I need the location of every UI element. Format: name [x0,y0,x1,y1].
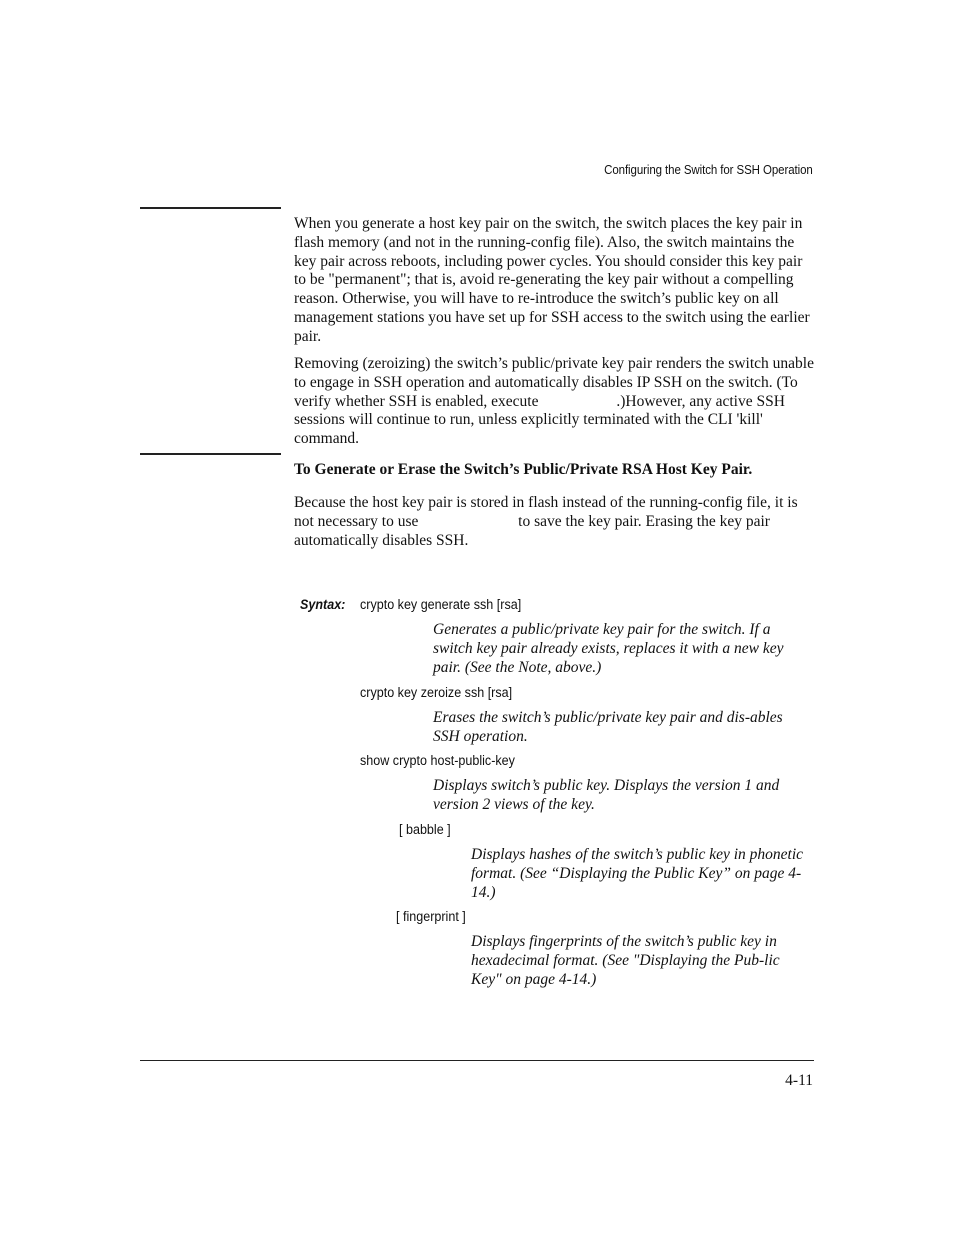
syntax-option: [ fingerprint ] [396,909,466,924]
syntax-label: Syntax: [300,597,346,612]
syntax-command: crypto key generate ssh [rsa] [360,597,522,612]
footer-rule [140,1060,814,1061]
section-intro [294,494,814,550]
syntax-option: [ babble ] [399,822,451,837]
syntax-description: Generates a public/private key pair for the switch. If a switch key pair already exists, replaces it with a new key pair. (See the Note, above.) [433,621,784,676]
section-intro-start: Because the host key pair is stored in flash instead of the running-config file, it is not necessary to use [294,494,798,530]
section-intro-end: to save the key pair. Erasing the key pair automatically disables SSH. [294,512,770,549]
running-header: Configuring the Switch for SSH Operation [604,163,813,177]
note-paragraph-2-start: Removing (zeroizing) the switch’s public/private key pair renders the switch unable to engage in SSH operation and automatically disables IP SSH on the switch. (To verify whether SSH is enabled, execute [294,355,814,410]
note-top-rule [140,207,281,209]
note-paragraph-2 [294,355,814,449]
note-bottom-rule [140,453,281,455]
section-heading: To Generate or Erase the Switch’s Public/Private RSA Host Key Pair. [294,461,753,478]
syntax-description: Erases the switch’s public/private key pair and dis-ables SSH operation. [433,709,783,745]
note-paragraph-1: When you generate a host key pair on the switch, the switch places the key pair in flash memory (and not in the running-config file). Also, the switch maintains the key pair across reboots, including power cycles. You should consider this key pair to be "permanent"; that is, avoid re-generating the key pair without a compelling reason. Otherwise, you will have to re-introduce the switch’s public key on all management stations you have set up for SSH access to the switch using the earlier pair. [294,215,810,345]
syntax-command: crypto key zeroize ssh [rsa] [360,685,513,700]
syntax-description: Displays hashes of the switch’s public key in phonetic format. (See “Displaying the Public Key” on page 4-14.) [471,846,804,901]
note-paragraph-2-end: .)However, any active SSH sessions will continue to run, unless explicitly terminated with the CLI 'kill' command. [294,392,785,448]
syntax-description: Displays switch’s public key. Displays the version 1 and version 2 views of the key. [433,777,780,813]
page-number: 4-11 [785,1072,813,1089]
syntax-description: Displays fingerprints of the switch’s public key in hexadecimal format. (See "Displaying the Pub-lic Key" on page 4-14.) [471,933,780,988]
syntax-command: show crypto host-public-key [360,753,515,768]
